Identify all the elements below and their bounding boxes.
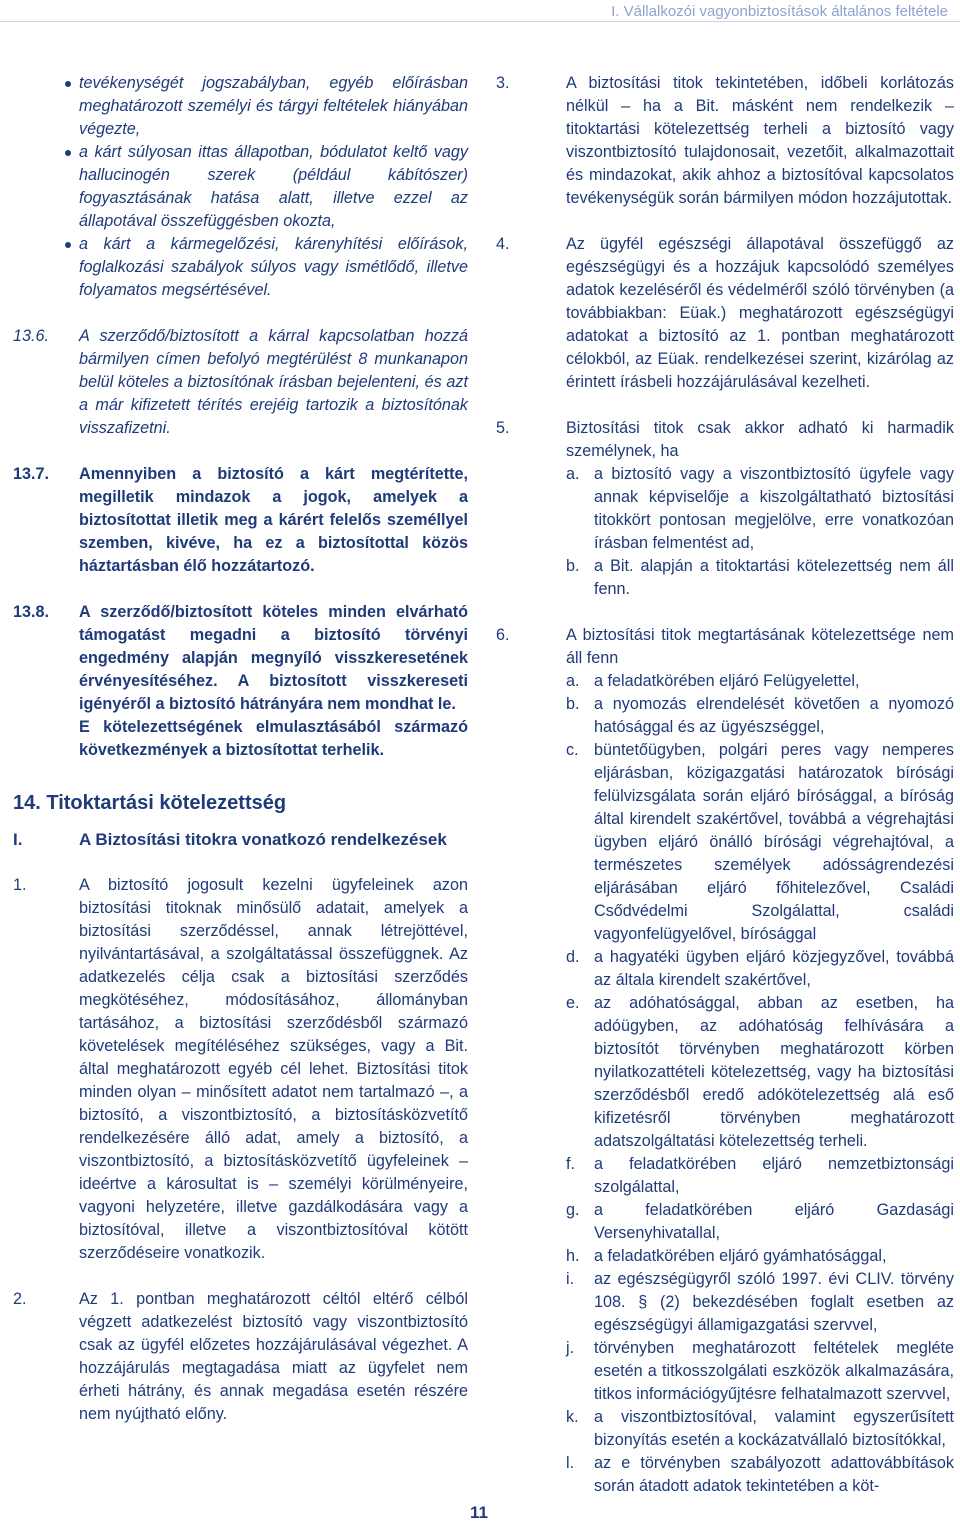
paragraph-1 [13, 874, 468, 1265]
item-text: a feladatkörében eljáró Gazdasági Versenyhivatallal, [594, 1201, 954, 1242]
list-item [566, 1245, 954, 1268]
item-letter: b. [566, 695, 580, 713]
paragraph-text: Biztosítási titok csak akkor adható ki harmadik személynek, ha [566, 419, 954, 460]
paragraph-number: 5. [496, 419, 510, 437]
item-letter: l. [566, 1454, 575, 1472]
list-item [566, 1153, 954, 1199]
paragraph-number: 3. [496, 74, 510, 92]
item-text: a feladatkörében eljáró Felügyelettel, [594, 672, 860, 690]
paragraph-text-continued: E kötelezettségének elmulasztásából származó következmények a biztosítottat terhelik. [79, 718, 468, 759]
item-text: büntetőügyben, polgári peres vagy nemperes eljárásban, közigazgatási határozatok bírósági felülvizsgálata során eljáró bírósággal, a bíróság által kirendelt szakértővel, továbbá a végrehajtási ügyben eljáró önálló bírósági végrehajtóval, a természetes személyek adósságrendezési eljárásában eljáró főhitelezővel, Családi Csődvédelmi Szolgálattal, családi vagyonfelügyelővel, bírósággal [594, 741, 954, 943]
list-item [566, 670, 954, 693]
subsection-number: I. [13, 830, 23, 849]
paragraph-text: A szerződő/biztosított köteles minden elvárható támogatást megadni a biztosító törvényi engedmény alapján megnyíló visszkeresetének érvényesítéséhez. A biztosított visszkereseti igényéről a biztosító hátrányára nem mondhat le. [79, 603, 468, 713]
paragraph-text: A biztosítási titok tekintetében, időbeli korlátozás nélkül – ha a Bit. másként nem rendelkezik – titoktartási kötelezettség terheli a biztosító vagy viszontbiztosító tulajdonosait, vezetőit, alkalmazottait és mindazokat, akik ahhoz a biztosítóval kapcsolatos tevékenységük során bármilyen módon hozzájutottak. [566, 74, 954, 207]
item-text: a hagyatéki ügyben eljáró közjegyzővel, továbbá az általa kirendelt szakértővel, [594, 948, 954, 989]
paragraph-number: 2. [13, 1290, 27, 1308]
list-item [566, 555, 954, 601]
item-text: törvényben meghatározott feltételek megléte esetén a titkosszolgálati eszközök alkalmazására, titkos információgyűjtésre felhatalmazott szervvel, [594, 1339, 954, 1403]
paragraph-4 [496, 233, 954, 394]
list-item: tevékenységét jogszabályban, egyéb előírásban meghatározott személyi és tárgyi feltételek hiányában végezte, [13, 72, 468, 141]
item-letter: k. [566, 1408, 579, 1426]
list-item [566, 1337, 954, 1406]
paragraph-number: 6. [496, 626, 510, 644]
item-text: a feladatkörében eljáró nemzetbiztonsági szolgálattal, [594, 1155, 954, 1196]
exclusion-list [13, 72, 468, 302]
paragraph-text: Az 1. pontban meghatározott céltól eltérő célból végzett adatkezelést biztosító vagy viszontbiztosító csak az ügyfél előzetes hozzájárulásával végezhet. A hozzájárulás megtagadása miatt az ügyfelet nem érheti hátrány, és annak megadása esetén részére nem nyújtható előny. [79, 1290, 468, 1423]
paragraph-number: 13.6. [13, 327, 50, 345]
bullet-icon [65, 150, 71, 156]
subsection-heading [13, 828, 468, 851]
paragraph-13-8 [13, 601, 468, 762]
right-column [496, 72, 954, 1498]
list-item [566, 992, 954, 1153]
item-text: a Bit. alapján a titoktartási kötelezettség nem áll fenn. [594, 557, 954, 598]
item-text: a viszontbiztosítóval, valamint egyszerűsített bizonyítás esetén a kockázatvállaló biztosítókkal, [594, 1408, 954, 1449]
item-letter: g. [566, 1201, 580, 1219]
list-item [566, 1452, 954, 1498]
section-title: 14. Titoktartási kötelezettség [13, 792, 287, 814]
list-item [566, 1199, 954, 1245]
subsection-title: A Biztosítási titokra vonatkozó rendelkezések [79, 830, 447, 849]
paragraph-2 [13, 1288, 468, 1426]
item-letter: e. [566, 994, 580, 1012]
item-letter: j. [566, 1339, 575, 1357]
item-text: az egészségügyről szóló 1997. évi CLIV. törvény 108. § (2) bekezdésében foglalt esetben az egészségügyi államigazgatási szervvel, [594, 1270, 954, 1334]
item-text: a feladatkörében eljáró gyámhatósággal, [594, 1247, 887, 1265]
paragraph-number: 1. [13, 876, 27, 894]
item-letter: c. [566, 741, 579, 759]
paragraph-13-6 [13, 325, 468, 440]
item-letter: a. [566, 465, 580, 483]
page-number: 11 [470, 1503, 488, 1522]
paragraph-text: A szerződő/biztosított a kárral kapcsolatban hozzá bármilyen címen befolyó megtérülést 8 munkanapon belül köteles a biztosítónak írásban bejelenteni, és azt a már kifizetett térítés erejéig tartozik a biztosítónak visszafizetni. [79, 327, 468, 437]
list-item [566, 946, 954, 992]
list-item: a kárt a kármegelőzési, kárenyhítési előírások, foglalkozási szabályok súlyos vagy ismétlődő, illetve folyamatos megsértésével. [13, 233, 468, 302]
header-rule [0, 21, 960, 22]
paragraph-6 [496, 624, 954, 1498]
list-item [566, 739, 954, 946]
paragraph-text: A biztosítási titok megtartásának kötelezettsége nem áll fenn [566, 626, 954, 667]
item-letter: b. [566, 557, 580, 575]
paragraph-number: 4. [496, 235, 510, 253]
list-item [566, 463, 954, 555]
paragraph-text: A biztosító jogosult kezelni ügyfeleinek azon biztosítási titoknak minősülő adatait, amelyek a biztosítási szerződéssel, annak létrejöttével, nyilvántartásával, a szolgáltatással összefüggnek. Az adatkezelés célja csak a biztosítási szerződés megkötéséhez, módosításához, állományban tartásához, a biztosítási szerződésből származó követelések megítéléséhez szükséges, vagy a Bit. által meghatározott egyéb cél lehet. Biztosítási titok minden olyan – minősített adatot nem tartalmazó –, a biztosító, a viszontbiztosító, a biztosításközvetítő rendelkezésére álló adat, amely a biztosító, a viszontbiztosító, a biztosításközvetítő ügyfeleinek – ideértve a károsultat is – személyi körülményeire, vagyoni helyzetére, illetve gazdálkodására vagy a biztosítóval, illetve a viszontbiztosítóval kötött szerződéseire vonatkozik. [79, 876, 468, 1262]
paragraph-number: 13.7. [13, 465, 50, 483]
paragraph-3 [496, 72, 954, 210]
item-text: a biztosító vagy a viszontbiztosító ügyfele vagy annak képviselője a kiszolgáltatható biztosítási titokkört pontosan megjelölve, erre vonatkozóan írásban felmentést ad, [594, 465, 954, 552]
left-column [13, 72, 468, 1426]
item-letter: d. [566, 948, 580, 966]
paragraph-text: Az ügyfél egészségi állapotával összefüggő az egészségügyi és a hozzájuk kapcsolódó személyes adatok kezeléséről és védelméről szóló törvényben (a továbbiakban: Eüak.) meghatározott egészségügyi adatokat a biztosító az 1. pontban meghatározott célokból, az Eüak. rendelkezései szerint, kizárólag az érintett írásbeli hozzájárulásával kezelheti. [566, 235, 954, 391]
item-letter: i. [566, 1270, 575, 1288]
item-text: az adóhatósággal, abban az esetben, ha adóügyben, az adóhatóság felhívására a biztosítót törvényben meghatározott körben nyilatkozattételi kötelezettség, vagy ha biztosítási szerződésből eredő adókötelezettség alá eső kifizetésről törvényben meghatározott adatszolgáltatási kötelezettség terheli. [594, 994, 954, 1150]
list-item [566, 693, 954, 739]
bullet-icon [65, 242, 71, 248]
page-header [0, 0, 960, 22]
paragraph-13-7 [13, 463, 468, 578]
list-item [566, 1268, 954, 1337]
paragraph-number: 13.8. [13, 603, 50, 621]
paragraph-text: Amennyiben a biztosító a kárt megtérítette, megilletik mindazok a jogok, amelyek a biztosítottat illetik meg a kárért felelős személlyel szemben, kivéve, ha ez a biztosítottal közös háztartásban élő hozzátartozó. [79, 465, 468, 575]
item-text: az e törvényben szabályozott adattovábbítások során átadott adatok tekintetében a köt- [594, 1454, 954, 1495]
list-item [566, 1406, 954, 1452]
list-item: a kárt súlyosan ittas állapotban, bódulatot keltő vagy hallucinogén szerek (például kábítószer) fogyasztásának hatása alatt, illetve ezzel az állapotával összefüggésben okozta, [13, 141, 468, 233]
bullet-icon [65, 81, 71, 87]
item-text: a nyomozás elrendelését követően a nyomozó hatósággal és az ügyészséggel, [594, 695, 954, 736]
item-letter: f. [566, 1155, 575, 1173]
item-letter: a. [566, 672, 580, 690]
header-title: I. Vállalkozói vagyonbiztosítások általános feltétele [611, 3, 948, 20]
paragraph-5 [496, 417, 954, 601]
item-letter: h. [566, 1247, 580, 1265]
